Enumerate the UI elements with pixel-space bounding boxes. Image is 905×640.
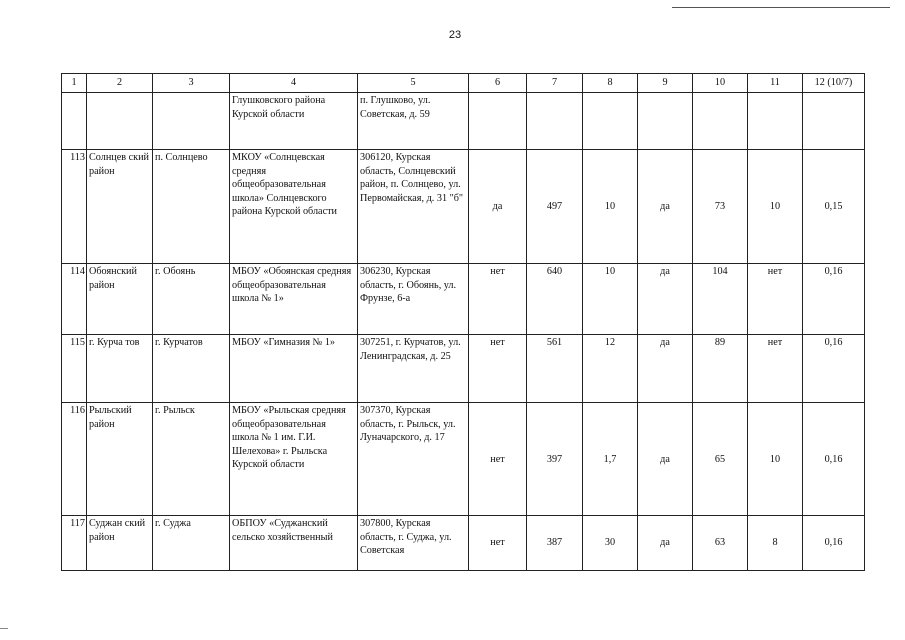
- locality-cell: п. Солнцево: [153, 150, 230, 264]
- value-cell: [693, 93, 748, 150]
- table-row: [62, 403, 865, 516]
- value-cell: 10: [583, 150, 638, 264]
- value-cell: 0,16: [803, 335, 865, 403]
- value-cell: [469, 93, 527, 150]
- value-cell: нет: [748, 264, 803, 335]
- locality-cell: [153, 93, 230, 150]
- value-cell: нет: [469, 264, 527, 335]
- value-cell: да: [638, 264, 693, 335]
- value-cell: 1,7: [583, 403, 638, 516]
- data-table: [61, 73, 865, 571]
- value-cell: да: [638, 150, 693, 264]
- locality-cell: г. Курчатов: [153, 335, 230, 403]
- district-cell: Обоянский район: [87, 264, 153, 335]
- school-cell: МБОУ «Обоянская средняя общеобразовательная школа № 1»: [230, 264, 358, 335]
- school-cell: МБОУ «Гимназия № 1»: [230, 335, 358, 403]
- row-number: 113: [62, 150, 87, 264]
- page-number: 23: [448, 29, 462, 41]
- value-cell: 8: [748, 516, 803, 571]
- district-cell: Солнцев ский район: [87, 150, 153, 264]
- value-cell: [583, 93, 638, 150]
- value-cell: 561: [527, 335, 583, 403]
- school-cell: МКОУ «Солнцевская средняя общеобразовательная школа» Солнцевского района Курской области: [230, 150, 358, 264]
- value-cell: 89: [693, 335, 748, 403]
- value-cell: 30: [583, 516, 638, 571]
- row-number: [62, 93, 87, 150]
- locality-cell: г. Обоянь: [153, 264, 230, 335]
- value-cell: 65: [693, 403, 748, 516]
- value-cell: 0,15: [803, 150, 865, 264]
- row-number: 115: [62, 335, 87, 403]
- district-cell: [87, 93, 153, 150]
- value-cell: 387: [527, 516, 583, 571]
- table-row: [62, 335, 865, 403]
- top-rule: [672, 7, 890, 8]
- locality-cell: г. Суджа: [153, 516, 230, 571]
- locality-cell: г. Рыльск: [153, 403, 230, 516]
- value-cell: 104: [693, 264, 748, 335]
- header-cell: 7: [527, 74, 583, 93]
- value-cell: да: [469, 150, 527, 264]
- header-cell: 1: [62, 74, 87, 93]
- value-cell: [748, 93, 803, 150]
- school-cell: МБОУ «Рыльская средняя общеобразовательная школа № 1 им. Г.И. Шелехова» г. Рыльска Курской области: [230, 403, 358, 516]
- value-cell: [638, 93, 693, 150]
- header-cell: 5: [358, 74, 469, 93]
- value-cell: да: [638, 335, 693, 403]
- value-cell: 0,16: [803, 516, 865, 571]
- district-cell: Рыльский район: [87, 403, 153, 516]
- value-cell: нет: [748, 335, 803, 403]
- header-cell: 12 (10/7): [803, 74, 865, 93]
- value-cell: 73: [693, 150, 748, 264]
- value-cell: 397: [527, 403, 583, 516]
- address-cell: 306230, Курская область, г. Обоянь, ул. Фрунзе, 6-а: [358, 264, 469, 335]
- table-row: [62, 150, 865, 264]
- table-row: [62, 93, 865, 150]
- table-row: [62, 516, 865, 571]
- value-cell: нет: [469, 516, 527, 571]
- value-cell: 10: [583, 264, 638, 335]
- header-row: [62, 74, 865, 93]
- header-cell: 10: [693, 74, 748, 93]
- address-cell: п. Глушково, ул. Советская, д. 59: [358, 93, 469, 150]
- header-cell: 6: [469, 74, 527, 93]
- value-cell: нет: [469, 403, 527, 516]
- school-cell: Глушковского района Курской области: [230, 93, 358, 150]
- header-cell: 3: [153, 74, 230, 93]
- header-cell: 11: [748, 74, 803, 93]
- district-cell: Суджан ский район: [87, 516, 153, 571]
- header-cell: 8: [583, 74, 638, 93]
- address-cell: 306120, Курская область, Солнцевский район, п. Солнцево, ул. Первомайская, д. 31 "б": [358, 150, 469, 264]
- scan-edge-mark: [0, 628, 8, 635]
- school-cell: ОБПОУ «Суджанский сельско хозяйственный: [230, 516, 358, 571]
- value-cell: [803, 93, 865, 150]
- value-cell: да: [638, 516, 693, 571]
- header-cell: 4: [230, 74, 358, 93]
- value-cell: 497: [527, 150, 583, 264]
- address-cell: 307251, г. Курчатов, ул. Ленинградская, д. 25: [358, 335, 469, 403]
- value-cell: да: [638, 403, 693, 516]
- row-number: 117: [62, 516, 87, 571]
- value-cell: нет: [469, 335, 527, 403]
- value-cell: 0,16: [803, 264, 865, 335]
- value-cell: 63: [693, 516, 748, 571]
- value-cell: [527, 93, 583, 150]
- value-cell: 10: [748, 403, 803, 516]
- district-cell: г. Курча тов: [87, 335, 153, 403]
- value-cell: 0,16: [803, 403, 865, 516]
- value-cell: 640: [527, 264, 583, 335]
- address-cell: 307800, Курская область, г. Суджа, ул. Советская: [358, 516, 469, 571]
- table-row: [62, 264, 865, 335]
- row-number: 116: [62, 403, 87, 516]
- header-cell: 9: [638, 74, 693, 93]
- header-cell: 2: [87, 74, 153, 93]
- value-cell: 10: [748, 150, 803, 264]
- row-number: 114: [62, 264, 87, 335]
- value-cell: 12: [583, 335, 638, 403]
- address-cell: 307370, Курская область, г. Рыльск, ул. Луначарского, д. 17: [358, 403, 469, 516]
